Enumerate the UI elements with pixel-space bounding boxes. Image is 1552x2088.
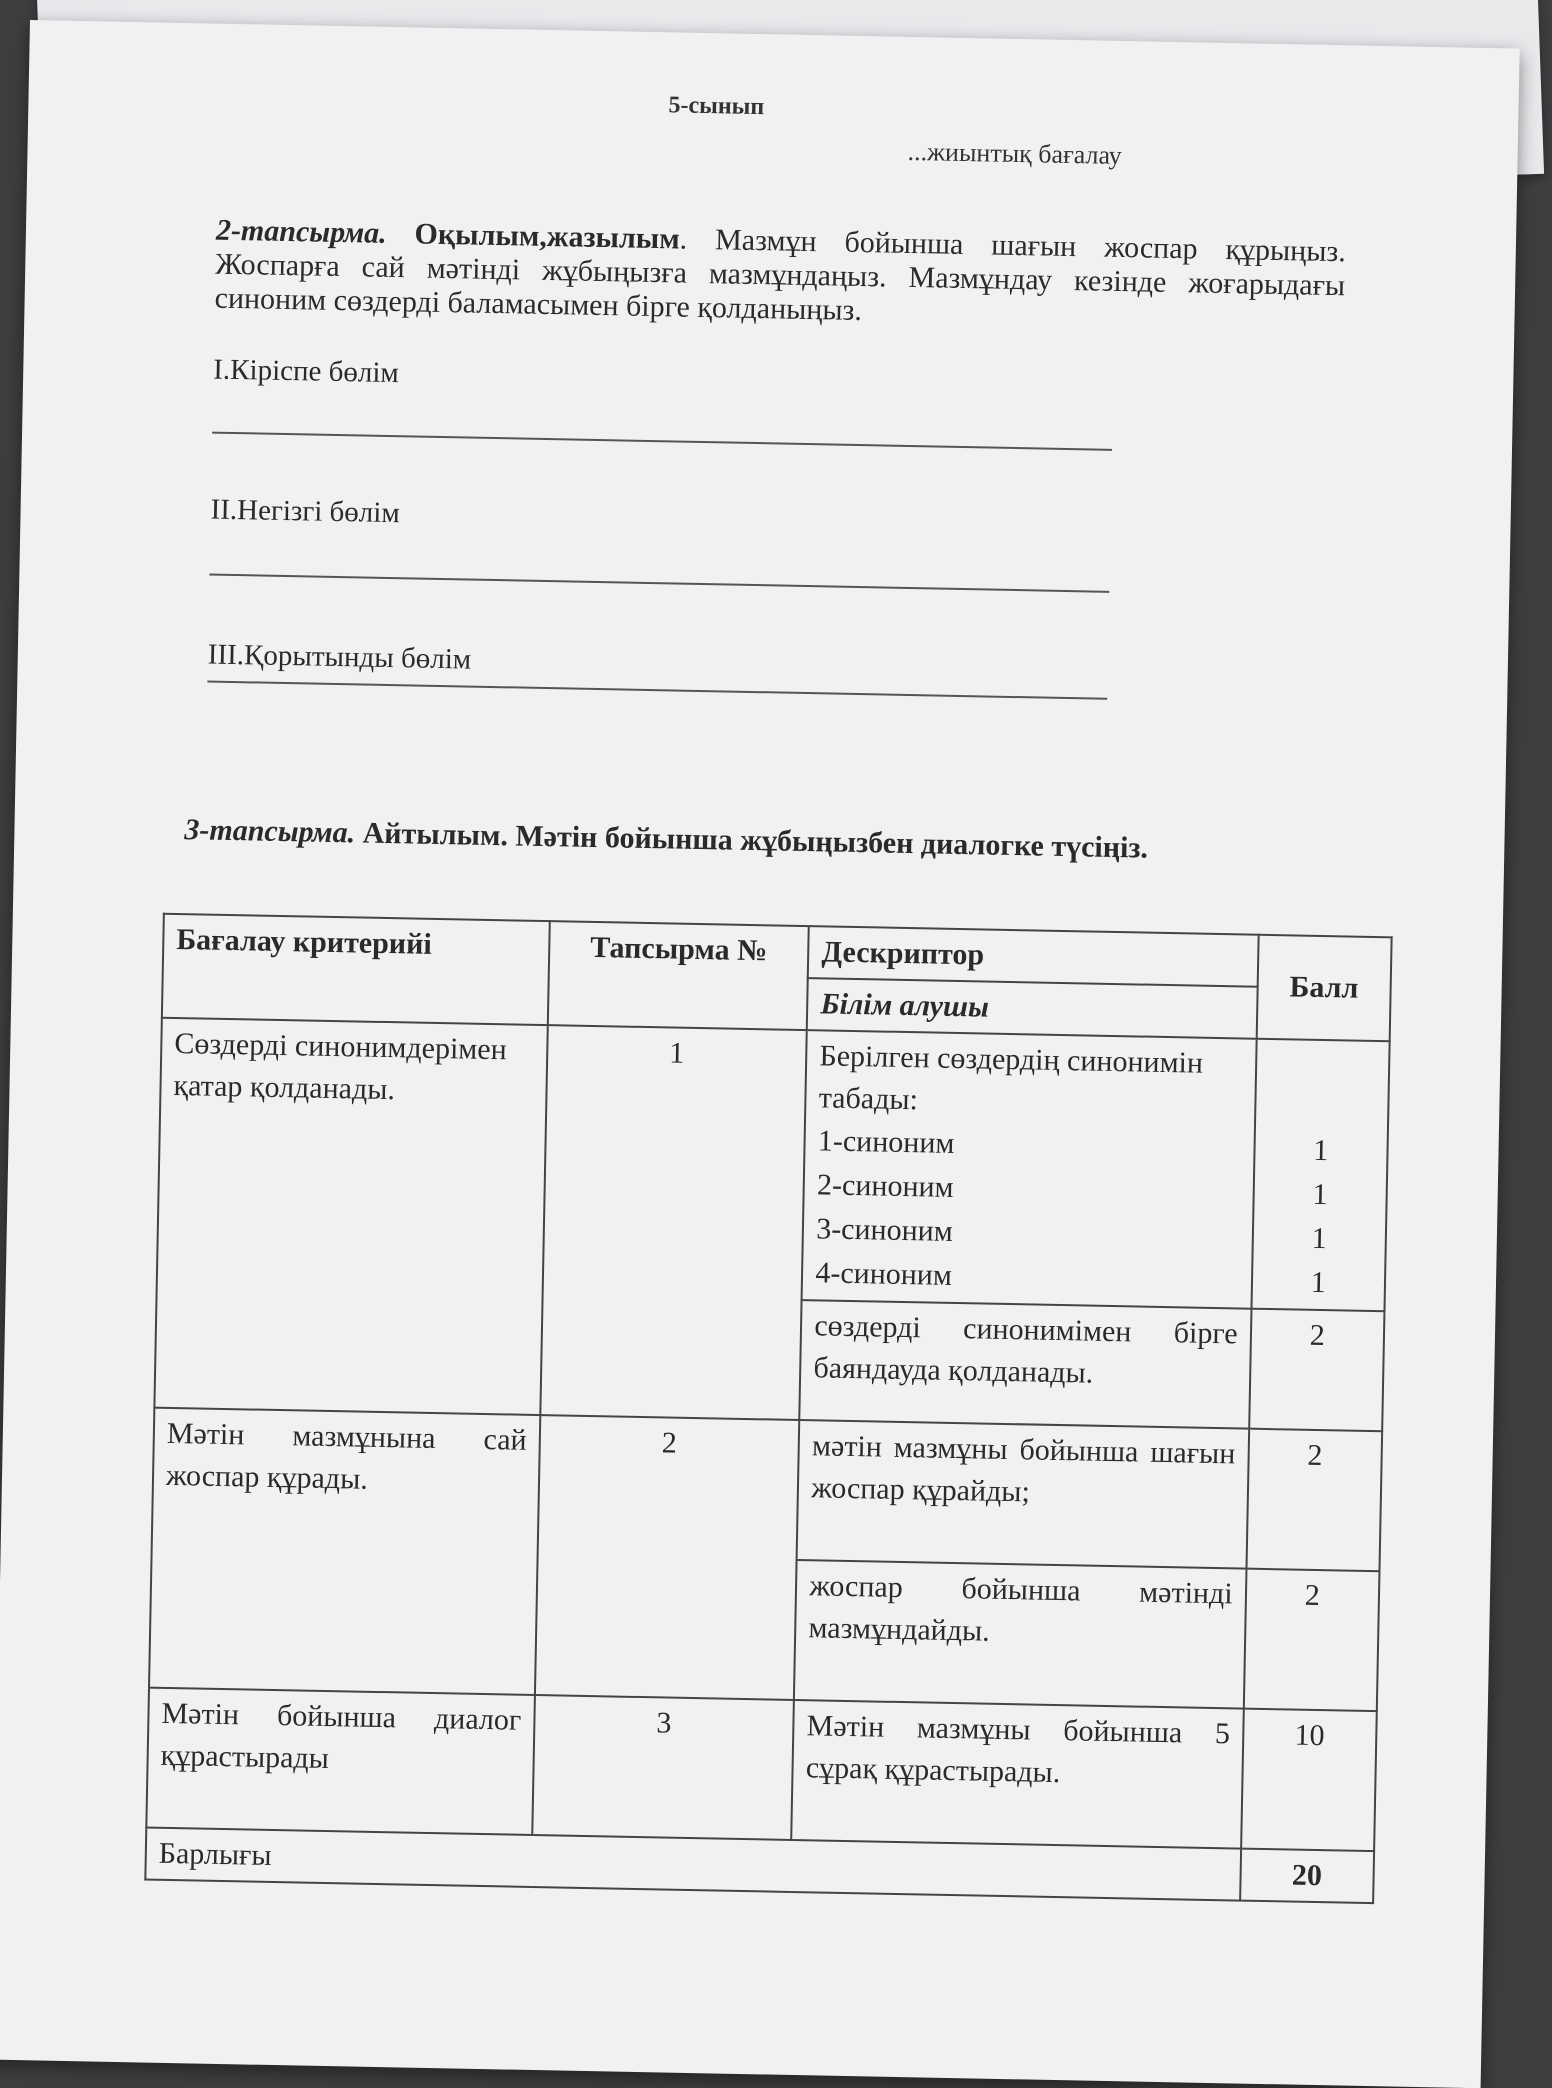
task-no-cell: 3 xyxy=(532,1695,794,1840)
list-item: 3-синоним xyxy=(815,1212,954,1248)
task-2-text: . Мазмұн бойынша шағын жоспар құрыңыз. Жоспарға сай мәтінді жұбыңызға мазмұндаңыз. Мазмұндау кезінде жоғарыдағы синоним сөздерді баламасымен бірге қолданыңыз. xyxy=(214,222,1347,328)
descriptor-cell xyxy=(802,1030,1256,1309)
points-value: 1 xyxy=(1313,1133,1329,1168)
answer-line[interactable] xyxy=(212,432,1112,451)
descriptor-cell: сөздерді синонимімен бірге баяндауда қолданады. xyxy=(800,1300,1252,1429)
task-3-instructions xyxy=(184,813,1148,865)
table-row xyxy=(152,1408,1382,1572)
header-task-no: Тапсырма № xyxy=(548,921,809,1030)
task-2-instructions xyxy=(214,214,1346,338)
descriptor-text: Берілген сөздердің синонимін табады: xyxy=(818,1039,1204,1117)
answer-line[interactable] xyxy=(209,574,1109,593)
task-no-cell: 2 xyxy=(535,1415,800,1700)
list-item: 4-синоним xyxy=(815,1256,953,1292)
points-cell: 2 xyxy=(1249,1309,1385,1432)
points-cell: 2 xyxy=(1243,1569,1379,1712)
plan-section-2 xyxy=(210,494,1110,544)
task-3-text: Айтылым. Мәтін бойынша жұбыңызбен диалогке түсіңіз. xyxy=(354,816,1149,865)
assessment-type: ...жиынтық бағалау xyxy=(907,136,1123,170)
header-descriptor: Дескриптор xyxy=(808,926,1258,987)
plan-section-3 xyxy=(208,639,1108,689)
points-value: 1 xyxy=(1311,1221,1327,1256)
points-cell: 2 xyxy=(1246,1429,1382,1572)
list-item: 2-синоним xyxy=(816,1168,954,1204)
total-points: 20 xyxy=(1240,1849,1374,1904)
points-cell: 10 xyxy=(1241,1709,1377,1852)
plan-section-1 xyxy=(213,354,1113,404)
table-row xyxy=(157,1018,1390,1312)
header-learner: Білім алушы xyxy=(807,978,1257,1039)
header-points: Балл xyxy=(1256,935,1391,1042)
criteria-cell: Сөздерді синонимдерімен қатар қолданады. xyxy=(154,1018,547,1415)
assessment-rubric-table xyxy=(144,913,1392,1904)
table-row xyxy=(146,1688,1376,1852)
worksheet-page xyxy=(0,20,1520,2088)
points-cell xyxy=(1251,1039,1390,1312)
criteria-cell: Мәтін бойынша диалог құрастырады xyxy=(146,1688,534,1835)
criteria-cell: Мәтін мазмұнына сай жоспар құрады. xyxy=(149,1408,540,1695)
points-value: 1 xyxy=(1310,1265,1327,1300)
table-header-row xyxy=(163,914,1392,990)
plan-label: I.Кіріспе бөлім xyxy=(213,353,400,390)
descriptor-cell: жоспар бойынша мәтінді мазмұндайды. xyxy=(794,1560,1246,1709)
descriptor-cell: Мәтін мазмұны бойынша 5 сұрақ құрастырады. xyxy=(792,1700,1244,1849)
plan-label: III.Қорытынды бөлім xyxy=(207,638,472,676)
task-no-cell: 1 xyxy=(540,1025,807,1420)
list-item: 1-синоним xyxy=(817,1124,955,1160)
plan-label: II.Негізгі бөлім xyxy=(210,493,401,530)
header-criteria: Бағалау критерийі xyxy=(162,914,550,1025)
page-header xyxy=(29,80,1519,170)
task-2-skill: Оқылым,жазылым xyxy=(414,217,681,256)
task-2-title: 2-тапсырма. xyxy=(215,213,387,250)
points-value: 1 xyxy=(1312,1177,1328,1212)
synonym-list xyxy=(815,1119,1242,1303)
task-3-title: 3-тапсырма. xyxy=(184,813,356,850)
total-label: Барлығы xyxy=(145,1828,1240,1901)
descriptor-cell: мәтін мазмұны бойынша шағын жоспар құрайды; xyxy=(797,1420,1249,1569)
grade-label: 5-сынып xyxy=(668,92,765,121)
